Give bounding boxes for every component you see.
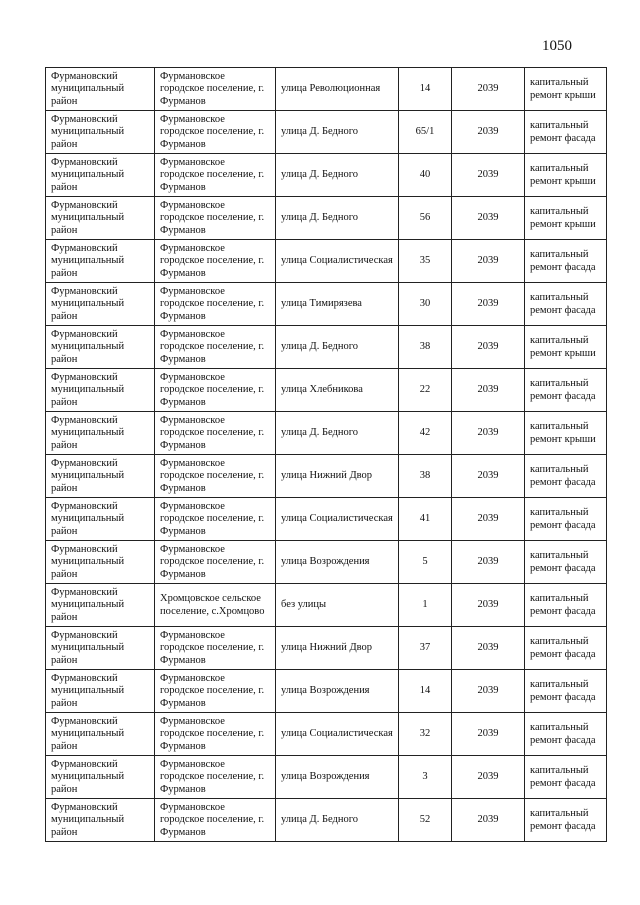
work-type-cell: капитальный ремонт фасада (525, 283, 607, 326)
work-type-cell: капитальный ремонт крыши (525, 326, 607, 369)
house-number-cell: 41 (399, 498, 452, 541)
house-number-cell: 40 (399, 154, 452, 197)
district-cell: Фурмановский муниципальный район (46, 369, 155, 412)
table-row (46, 412, 607, 455)
district-cell: Фурмановский муниципальный район (46, 498, 155, 541)
work-type-cell: капитальный ремонт крыши (525, 197, 607, 240)
settlement-cell: Фурмановское городское поселение, г. Фурманов (155, 283, 276, 326)
street-cell: улица Возрождения (276, 670, 399, 713)
district-cell: Фурмановский муниципальный район (46, 68, 155, 111)
work-type-cell: капитальный ремонт фасада (525, 627, 607, 670)
table-row (46, 369, 607, 412)
street-cell: улица Тимирязева (276, 283, 399, 326)
year-cell: 2039 (452, 455, 525, 498)
work-type-cell: капитальный ремонт фасада (525, 369, 607, 412)
work-type-cell: капитальный ремонт фасада (525, 240, 607, 283)
house-number-cell: 35 (399, 240, 452, 283)
table-body (46, 68, 607, 842)
settlement-cell: Фурмановское городское поселение, г. Фурманов (155, 713, 276, 756)
district-cell: Фурмановский муниципальный район (46, 240, 155, 283)
district-cell: Фурмановский муниципальный район (46, 541, 155, 584)
year-cell: 2039 (452, 240, 525, 283)
work-type-cell: капитальный ремонт фасада (525, 111, 607, 154)
table-row (46, 326, 607, 369)
work-type-cell: капитальный ремонт крыши (525, 68, 607, 111)
street-cell: улица Нижний Двор (276, 627, 399, 670)
district-cell: Фурмановский муниципальный район (46, 154, 155, 197)
district-cell: Фурмановский муниципальный район (46, 455, 155, 498)
street-cell: улица Д. Бедного (276, 111, 399, 154)
settlement-cell: Фурмановское городское поселение, г. Фурманов (155, 670, 276, 713)
work-type-cell: капитальный ремонт крыши (525, 154, 607, 197)
work-type-cell: капитальный ремонт фасада (525, 541, 607, 584)
street-cell: без улицы (276, 584, 399, 627)
year-cell: 2039 (452, 713, 525, 756)
house-number-cell: 22 (399, 369, 452, 412)
table-row (46, 584, 607, 627)
street-cell: улица Д. Бедного (276, 197, 399, 240)
settlement-cell: Фурмановское городское поселение, г. Фурманов (155, 498, 276, 541)
table-row (46, 498, 607, 541)
house-number-cell: 65/1 (399, 111, 452, 154)
work-type-cell: капитальный ремонт фасада (525, 670, 607, 713)
settlement-cell: Фурмановское городское поселение, г. Фурманов (155, 111, 276, 154)
year-cell: 2039 (452, 412, 525, 455)
table-row (46, 627, 607, 670)
table-row (46, 713, 607, 756)
settlement-cell: Фурмановское городское поселение, г. Фурманов (155, 369, 276, 412)
settlement-cell: Фурмановское городское поселение, г. Фурманов (155, 627, 276, 670)
table-row (46, 670, 607, 713)
work-type-cell: капитальный ремонт фасада (525, 584, 607, 627)
table-row (46, 111, 607, 154)
settlement-cell: Фурмановское городское поселение, г. Фурманов (155, 240, 276, 283)
street-cell: улица Социалистическая (276, 713, 399, 756)
table-row (46, 154, 607, 197)
district-cell: Фурмановский муниципальный район (46, 627, 155, 670)
district-cell: Фурмановский муниципальный район (46, 584, 155, 627)
house-number-cell: 56 (399, 197, 452, 240)
year-cell: 2039 (452, 197, 525, 240)
street-cell: улица Хлебникова (276, 369, 399, 412)
year-cell: 2039 (452, 584, 525, 627)
district-cell: Фурмановский муниципальный район (46, 197, 155, 240)
table-row (46, 799, 607, 842)
house-number-cell: 30 (399, 283, 452, 326)
settlement-cell: Фурмановское городское поселение, г. Фурманов (155, 455, 276, 498)
district-cell: Фурмановский муниципальный район (46, 111, 155, 154)
work-type-cell: капитальный ремонт фасада (525, 713, 607, 756)
settlement-cell: Хромцовское сельское поселение, с.Хромцово (155, 584, 276, 627)
settlement-cell: Фурмановское городское поселение, г. Фурманов (155, 756, 276, 799)
house-number-cell: 42 (399, 412, 452, 455)
street-cell: улица Д. Бедного (276, 799, 399, 842)
house-number-cell: 38 (399, 326, 452, 369)
settlement-cell: Фурмановское городское поселение, г. Фурманов (155, 68, 276, 111)
house-number-cell: 3 (399, 756, 452, 799)
year-cell: 2039 (452, 283, 525, 326)
street-cell: улица Д. Бедного (276, 412, 399, 455)
house-number-cell: 5 (399, 541, 452, 584)
street-cell: улица Возрождения (276, 541, 399, 584)
street-cell: улица Социалистическая (276, 240, 399, 283)
year-cell: 2039 (452, 111, 525, 154)
settlement-cell: Фурмановское городское поселение, г. Фурманов (155, 197, 276, 240)
year-cell: 2039 (452, 799, 525, 842)
page-number: 1050 (542, 38, 572, 54)
table-row (46, 455, 607, 498)
district-cell: Фурмановский муниципальный район (46, 283, 155, 326)
housing-repair-table (45, 67, 607, 842)
year-cell: 2039 (452, 154, 525, 197)
settlement-cell: Фурмановское городское поселение, г. Фурманов (155, 154, 276, 197)
settlement-cell: Фурмановское городское поселение, г. Фурманов (155, 799, 276, 842)
district-cell: Фурмановский муниципальный район (46, 756, 155, 799)
work-type-cell: капитальный ремонт фасада (525, 799, 607, 842)
year-cell: 2039 (452, 369, 525, 412)
district-cell: Фурмановский муниципальный район (46, 799, 155, 842)
table-row (46, 541, 607, 584)
year-cell: 2039 (452, 498, 525, 541)
table-row (46, 283, 607, 326)
work-type-cell: капитальный ремонт фасада (525, 498, 607, 541)
settlement-cell: Фурмановское городское поселение, г. Фурманов (155, 412, 276, 455)
table-row (46, 68, 607, 111)
house-number-cell: 32 (399, 713, 452, 756)
house-number-cell: 52 (399, 799, 452, 842)
district-cell: Фурмановский муниципальный район (46, 670, 155, 713)
work-type-cell: капитальный ремонт крыши (525, 412, 607, 455)
table-row (46, 240, 607, 283)
table-row (46, 197, 607, 240)
street-cell: улица Возрождения (276, 756, 399, 799)
house-number-cell: 1 (399, 584, 452, 627)
table-row (46, 756, 607, 799)
house-number-cell: 14 (399, 670, 452, 713)
year-cell: 2039 (452, 670, 525, 713)
settlement-cell: Фурмановское городское поселение, г. Фурманов (155, 326, 276, 369)
house-number-cell: 38 (399, 455, 452, 498)
street-cell: улица Социалистическая (276, 498, 399, 541)
street-cell: улица Д. Бедного (276, 154, 399, 197)
street-cell: улица Революционная (276, 68, 399, 111)
settlement-cell: Фурмановское городское поселение, г. Фурманов (155, 541, 276, 584)
work-type-cell: капитальный ремонт фасада (525, 455, 607, 498)
house-number-cell: 37 (399, 627, 452, 670)
year-cell: 2039 (452, 541, 525, 584)
street-cell: улица Нижний Двор (276, 455, 399, 498)
year-cell: 2039 (452, 68, 525, 111)
district-cell: Фурмановский муниципальный район (46, 326, 155, 369)
year-cell: 2039 (452, 627, 525, 670)
district-cell: Фурмановский муниципальный район (46, 412, 155, 455)
district-cell: Фурмановский муниципальный район (46, 713, 155, 756)
year-cell: 2039 (452, 756, 525, 799)
street-cell: улица Д. Бедного (276, 326, 399, 369)
year-cell: 2039 (452, 326, 525, 369)
house-number-cell: 14 (399, 68, 452, 111)
work-type-cell: капитальный ремонт фасада (525, 756, 607, 799)
